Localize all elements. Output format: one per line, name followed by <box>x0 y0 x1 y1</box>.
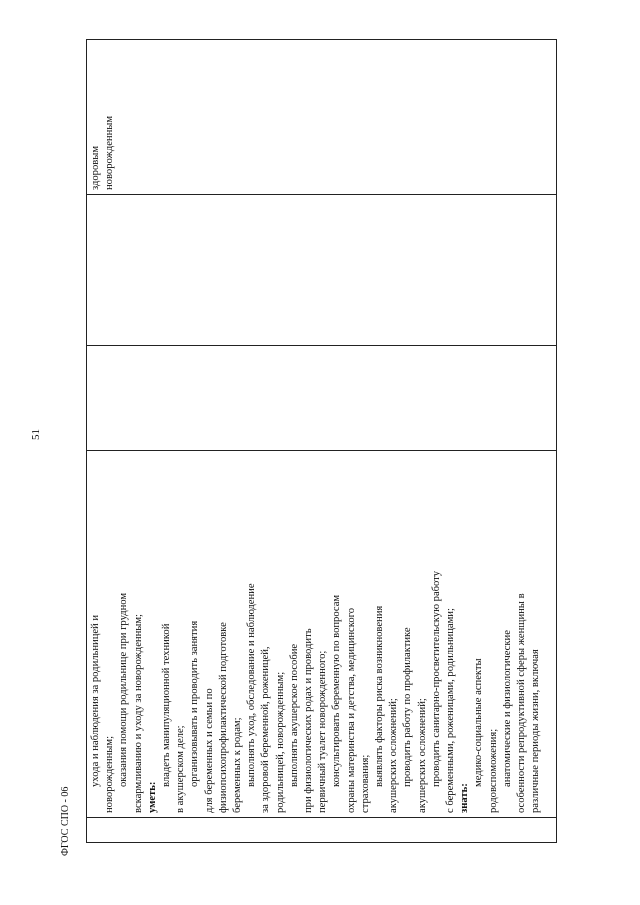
skills-line: для беременных и семьи по <box>203 688 215 813</box>
skills-line: новорожденным; <box>104 735 116 813</box>
skills-line: родовспоможения; <box>487 728 499 813</box>
skills-line: первичный туалет новорожденного; <box>317 650 329 813</box>
table-cell-discipline <box>87 195 557 346</box>
skills-line: акушерских осложнений; <box>416 698 428 813</box>
skills-line: с беременными, роженицами, родильницами; <box>445 608 457 813</box>
skills-line: страхования; <box>359 754 371 813</box>
skills-line: анатомические и физиологические <box>501 630 513 787</box>
skills-line: проводить санитарно-просветительскую работу <box>430 571 442 787</box>
competency-line: новорожденным <box>104 115 115 190</box>
skills-line: выполнять уход, обследование и наблюдение <box>246 583 258 787</box>
competency-line: здоровым <box>90 145 101 190</box>
table-cell-skills <box>87 451 557 818</box>
table-cell-index <box>87 818 557 843</box>
skills-line: при физиологических родах и проводить <box>303 628 315 813</box>
skills-line: беременных к родам; <box>232 717 244 813</box>
skills-line: консультировать беременную по вопросам <box>331 594 343 787</box>
curriculum-table <box>86 39 557 843</box>
page-number: 51 <box>30 429 42 440</box>
skills-line: различные периоды жизни, включая <box>530 649 542 813</box>
skills-line: охраны материнства и детства, медицинского <box>345 607 357 813</box>
skills-line: организовывать и проводить занятия <box>189 620 201 787</box>
skills-line: оказания помощи родильнице при грудном <box>118 592 130 787</box>
skills-line: за здоровой беременной, роженицей, <box>260 646 272 813</box>
skills-line: особенности репродуктивной сферы женщины в <box>516 593 528 813</box>
skills-line: ухода и наблюдения за родильницей и <box>90 614 101 787</box>
skills-line: акушерских осложнений; <box>388 698 400 813</box>
skills-line: проводить работу по профилактике <box>402 627 414 787</box>
table-cell-competencies <box>87 40 557 195</box>
rotated-table-container <box>86 43 557 843</box>
skills-line: уметь: <box>146 781 158 813</box>
skills-line: выявлять факторы риска возникновения <box>374 605 386 787</box>
document-footer: ФГОС СПО - 06 <box>60 786 71 856</box>
skills-line: медико-социальные аспекты <box>473 658 485 787</box>
skills-line: родильницей, новорожденным; <box>274 671 286 813</box>
skills-line: физиопсихопрофилактической подготовке <box>217 622 229 813</box>
skills-line: владеть манипуляционной техникой <box>161 623 173 787</box>
table-row <box>87 40 557 843</box>
skills-line: в акушерском деле; <box>175 725 187 813</box>
skills-line: вскармливанию и уходу за новорожденным; <box>132 614 144 813</box>
table-cell-hours <box>87 346 557 451</box>
skills-line: выполнять акушерское пособие <box>288 643 300 787</box>
skills-line: знать: <box>459 783 471 813</box>
